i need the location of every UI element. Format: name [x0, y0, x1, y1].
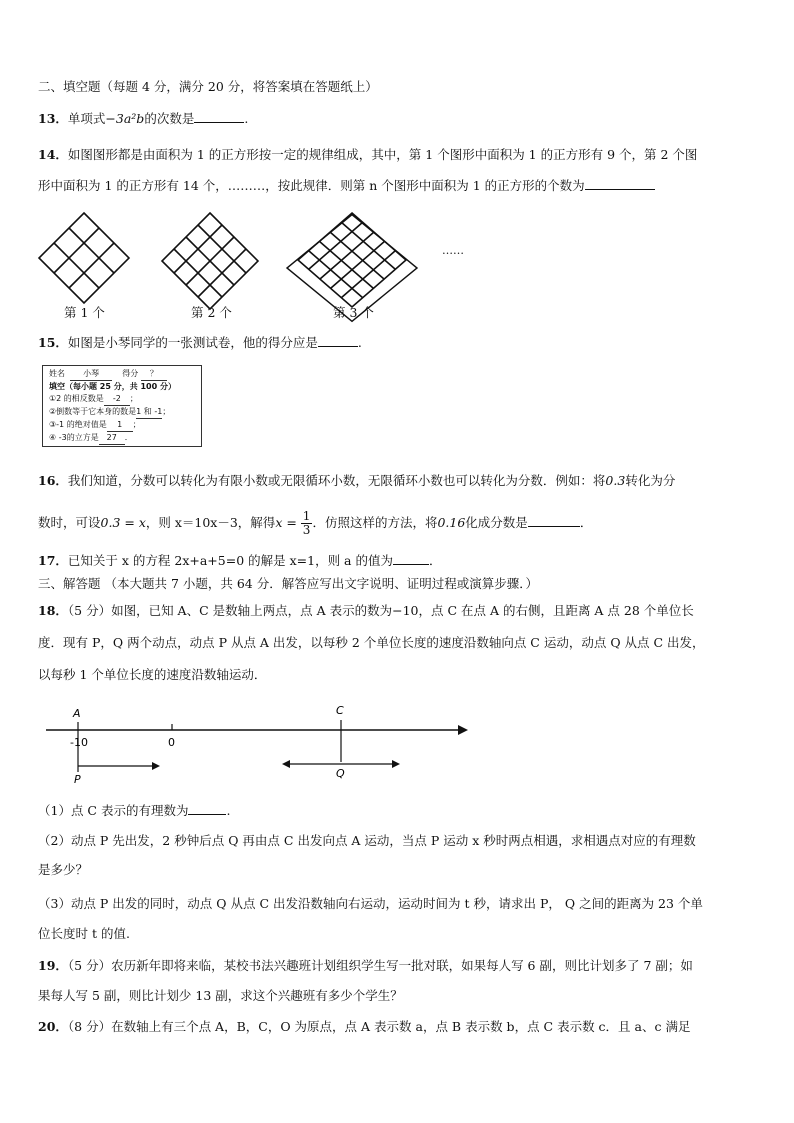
- question-number: 15．: [38, 335, 68, 350]
- label-minus-10: -10: [70, 736, 88, 749]
- answer-blank: [393, 551, 429, 565]
- card-section-header: 填空（每小题 25 分，共 100 分）: [49, 382, 176, 391]
- punctuation: .: [226, 803, 231, 818]
- punctuation: .: [357, 335, 362, 350]
- question-16-line-2: [38, 510, 756, 537]
- card-header-row: [49, 368, 195, 381]
- label-q: Q: [336, 767, 345, 780]
- label-zero: 0: [168, 736, 175, 749]
- question-text: 如图图形都是由面积为 1 的正方形按一定的规律组成，其中，第 1 个图形中面积为 1 的正方形有 9 个，第 2 个图: [67, 147, 698, 162]
- name-value: 小琴: [70, 368, 112, 381]
- card-item-answer: -2: [104, 393, 130, 406]
- punctuation: .: [244, 111, 249, 126]
- test-paper-card: [42, 365, 202, 447]
- card-item: [49, 419, 195, 432]
- repeating-decimal-text: 0.3: [605, 473, 626, 488]
- question-number: 14．: [38, 147, 68, 162]
- answer-blank: [528, 513, 580, 527]
- punctuation: ；: [129, 394, 138, 403]
- question-18-line-2: 度．现有 P，Q 两个动点，动点 P 从点 A 出发，以每秒 2 个单位长度的速度沿数轴向点 C 运动，动点 Q 从点 C 出发，: [38, 635, 705, 650]
- label-p: P: [74, 773, 81, 786]
- question-number: 13．: [38, 111, 68, 126]
- label-c: C: [336, 704, 344, 717]
- figure-2-diamond-grid: [162, 213, 258, 309]
- answer-blank: [188, 801, 226, 815]
- punctuation: ．: [428, 553, 442, 568]
- label-a: A: [73, 707, 81, 720]
- p-arrow-head-icon: [152, 762, 160, 770]
- question-text: （1）点 C 表示的有理数为: [38, 803, 189, 818]
- question-text: ，则 x＝10x－3，解得: [145, 515, 276, 530]
- card-item-answer: 1 和 -1: [136, 406, 162, 419]
- question-text: 数时，可设: [38, 515, 101, 530]
- repeating-decimal: [605, 472, 625, 490]
- punctuation: ；: [132, 420, 141, 429]
- question-20-line-1: [38, 1018, 756, 1036]
- figure-2-label: 第 2 个: [191, 305, 232, 320]
- card-item: [49, 406, 195, 419]
- figure-1-label: 第 1 个: [64, 305, 105, 320]
- section-heading-fill-in: 二、填空题（每题 4 分，满分 20 分，将答案填在答题纸上）: [38, 79, 378, 94]
- card-item-answer: 27: [99, 432, 125, 445]
- answer-blank: [194, 109, 244, 123]
- question-text: （5 分）农历新年即将来临，某校书法兴趣班计划组织学生写一批对联，如果每人写 6 副，则比计划多了 7 副；如: [67, 958, 693, 973]
- question-16-line-1: [38, 472, 756, 490]
- math-expression: −3a²b: [105, 111, 145, 126]
- question-text: 如图是小琴同学的一张测试卷，他的得分应是: [67, 335, 318, 350]
- question-19-line-2: 果每人写 5 副，则比计划少 13 副，求这个兴趣班有多少个学生？: [38, 988, 403, 1003]
- math-expression: 0.3 = x: [100, 515, 146, 530]
- section-heading-solutions: 三、解答题 （本大题共 7 小题，共 64 分．解答应写出文字说明、证明过程或演算步骤．）: [38, 576, 538, 591]
- card-item-question: ②倒数等于它本身的数是: [49, 407, 137, 416]
- q-left-arrow-head-icon: [282, 760, 290, 768]
- number-line-diagram: [40, 700, 470, 790]
- question-text: 形中面积为 1 的正方形有 14 个，………，按此规律．则第 n 个图形中面积为 1 的正方形的个数为: [38, 178, 585, 193]
- question-text: 化成分数是: [465, 515, 528, 530]
- question-18-sub-2-line-2: 是多少？: [38, 862, 89, 877]
- question-13: [38, 109, 756, 128]
- question-text: （5 分）如图，已知 A、C 是数轴上两点，点 A 表示的数为−10，点 C 在点 A 的右侧，且距离 A 点 28 个单位长: [67, 603, 694, 618]
- question-18-sub-2-line-1: （2）动点 P 先出发，2 秒钟后点 Q 再由点 C 出发向点 A 运动，当点 P 运动 x 秒时两点相遇，求相遇点对应的有理数: [38, 833, 696, 848]
- card-item-question: ①2 的相反数是: [49, 394, 104, 403]
- question-text: 单项式: [67, 111, 106, 126]
- question-text: 转化为分: [625, 473, 676, 488]
- question-17: [38, 551, 756, 570]
- question-number: 18．: [38, 603, 68, 618]
- score-label: 得分: [122, 369, 139, 378]
- question-number: 16．: [38, 473, 68, 488]
- question-15: [38, 333, 756, 352]
- card-item-question: ④ -3的立方是: [49, 433, 99, 442]
- card-item-question: ③-1 的绝对值是: [49, 420, 107, 429]
- card-item: [49, 393, 195, 406]
- punctuation: ；: [162, 407, 171, 416]
- repeating-decimal: 0.16: [437, 515, 466, 530]
- figure-3-label: 第 3 个: [333, 305, 374, 320]
- question-18-sub-3-line-1: （3）动点 P 出发的同时，动点 Q 从点 C 出发沿数轴向右运动，运动时间为 t 秒，请求出 P， Q 之间的距离为 23 个单: [38, 896, 703, 911]
- math-expression: x =: [275, 515, 297, 530]
- name-label: 姓名: [49, 369, 65, 378]
- fraction: [301, 510, 313, 537]
- square-pattern-figures: [0, 205, 794, 325]
- fraction-numerator: 1: [302, 509, 311, 523]
- question-18-line-3: 以每秒 1 个单位长度的速度沿数轴运动．: [38, 667, 267, 682]
- question-14-line-1: [38, 146, 756, 164]
- question-text: ．仿照这样的方法，将: [312, 515, 438, 530]
- punctuation: ．: [579, 515, 593, 530]
- score-value: ？: [141, 368, 167, 381]
- question-14-line-2: [38, 176, 756, 195]
- card-item: [49, 432, 195, 445]
- question-text: 已知关于 x 的方程 2x+a+5=0 的解是 x=1，则 a 的值为: [67, 553, 393, 568]
- figure-3-diamond-grid-lines: [298, 213, 406, 307]
- fraction-denominator: 3: [302, 523, 311, 537]
- question-number: 19．: [38, 958, 68, 973]
- question-18-line-1: [38, 602, 756, 620]
- answer-blank: [585, 176, 655, 190]
- question-text: 的次数是: [144, 111, 195, 126]
- question-number: 17．: [38, 553, 68, 568]
- q-right-arrow-head-icon: [392, 760, 400, 768]
- ellipsis: ……: [442, 244, 464, 257]
- card-item-answer: 1: [107, 419, 133, 432]
- question-text: （8 分）在数轴上有三个点 A，B，C，O 为原点，点 A 表示数 a，点 B 表示数 b，点 C 表示数 c．且 a、c 满足: [67, 1019, 691, 1034]
- question-18-sub-3-line-2: 位长度时 t 的值.: [38, 926, 130, 941]
- question-18-sub-1: [38, 801, 756, 820]
- punctuation: ．: [124, 433, 133, 442]
- answer-blank: [318, 333, 358, 347]
- arrow-head-icon: [458, 725, 468, 735]
- question-number: 20．: [38, 1019, 68, 1034]
- question-19-line-1: [38, 957, 756, 975]
- question-text: 我们知道，分数可以转化为有限小数或无限循环小数，无限循环小数也可以转化为分数．例如：将: [67, 473, 606, 488]
- figure-1-diamond-grid: [39, 213, 129, 303]
